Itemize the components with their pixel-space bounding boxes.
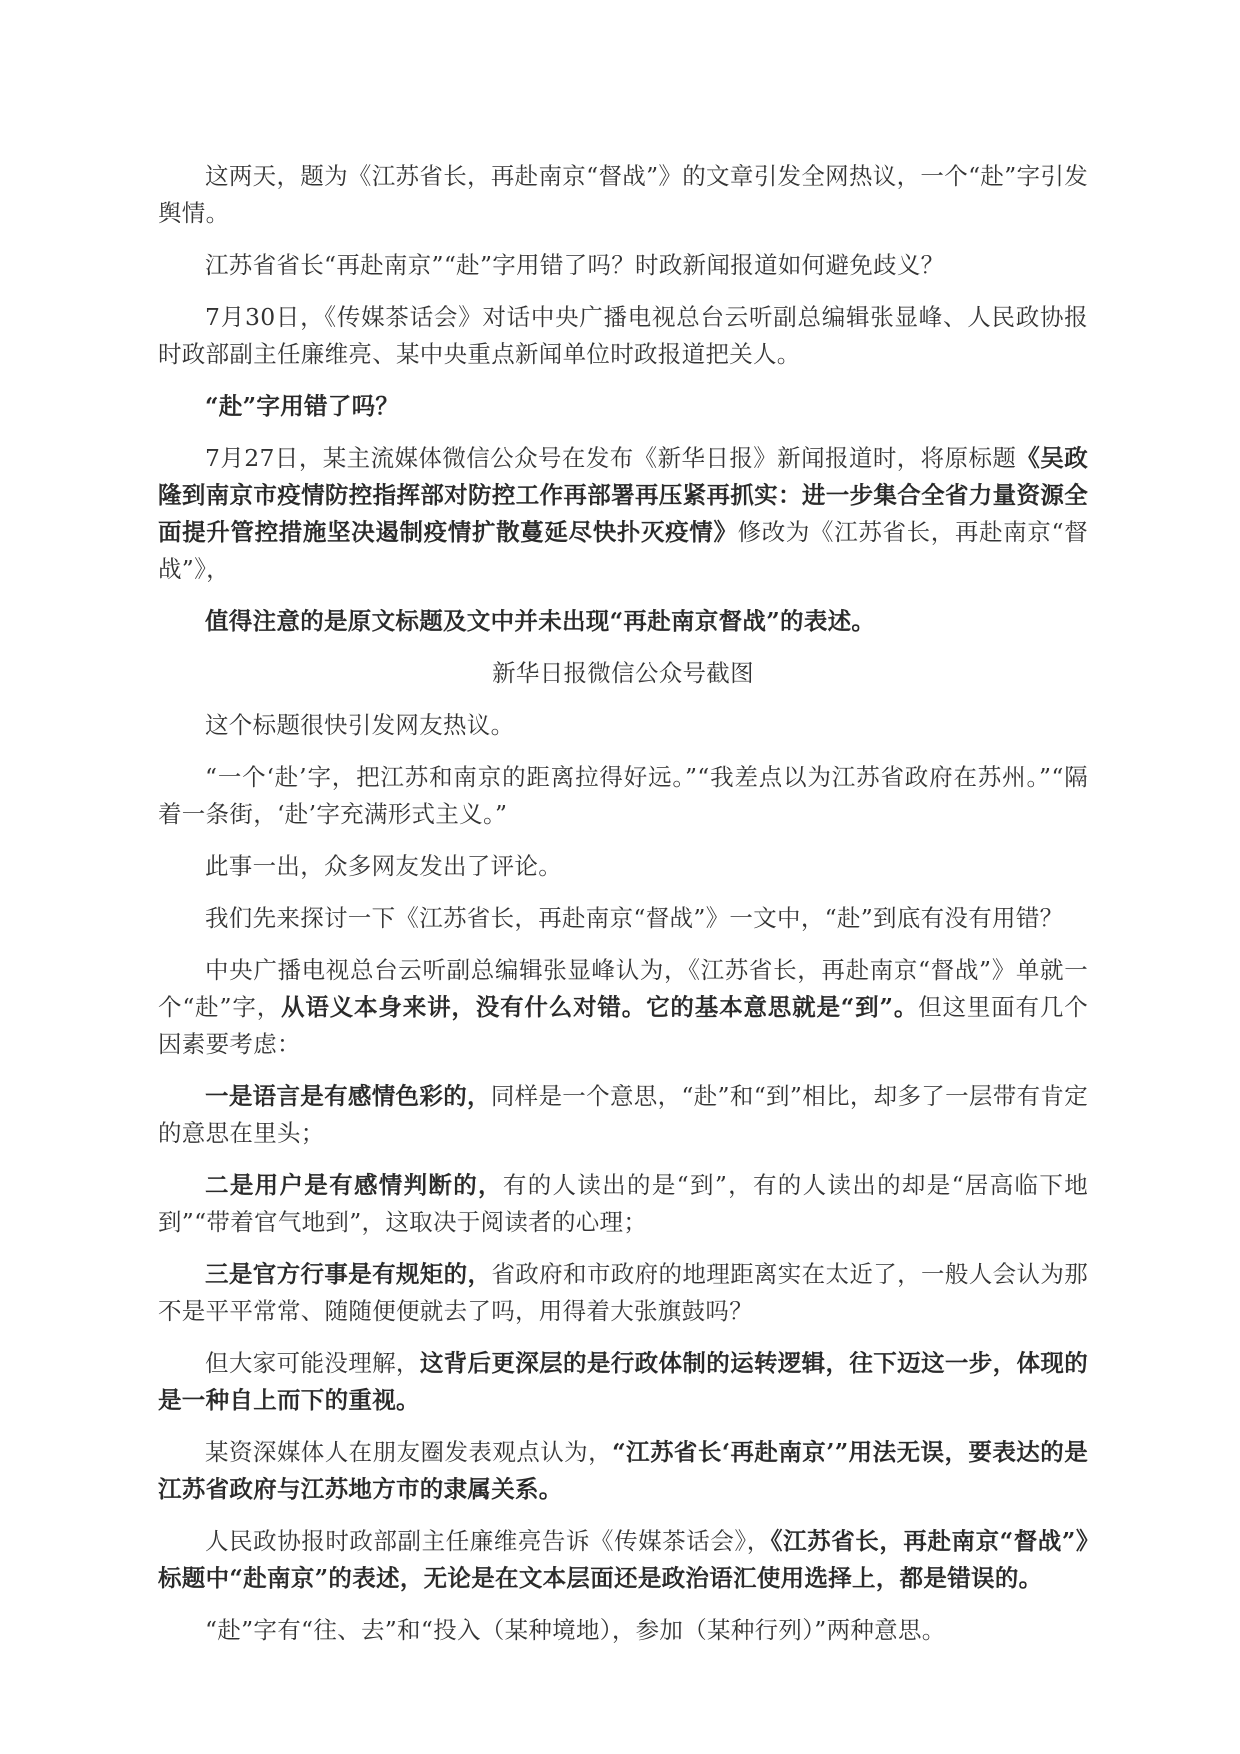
- bold-text-run: 这背后更深层的是行政体制的运转逻辑，往下迈这一步，体现的是一种自上而下的重视。: [158, 1349, 1089, 1414]
- paragraph-interview-intro: [158, 299, 1088, 373]
- paragraph-zhang-view: [158, 952, 1088, 1063]
- text-run: 某资深媒体人在朋友圈发表观点认为，: [205, 1438, 613, 1466]
- bold-text-run: 二是用户是有感情判断的，: [205, 1171, 503, 1199]
- paragraph-question: [158, 247, 1088, 284]
- bold-text-run: 《江苏省长，再赴南京“督战”》标题中“赴南京”的表述，无论是在文本层面还是政治语汇使用选择上，都是错误的。: [158, 1527, 1088, 1592]
- paragraph-intro: [158, 158, 1088, 232]
- paragraph-background: [158, 440, 1088, 588]
- text-run: 江苏省省长“再赴南京”“赴”字用错了吗？时政新闻报道如何避免歧义？: [205, 251, 945, 279]
- paragraph-point-three: [158, 1256, 1088, 1330]
- text-run: 此事一出，众多网友发出了评论。: [205, 852, 562, 880]
- text-run: 新华日报微信公众号截图: [492, 659, 754, 687]
- text-run: 这两天，题为《江苏省长，再赴南京“督战”》的文章引发全网热议，一个“赴”字引发舆情。: [158, 162, 1088, 227]
- bold-text-run: “江苏省长‘再赴南京’”用法无误，要表达的是江苏省政府与江苏地方市的隶属关系。: [158, 1438, 1088, 1503]
- bold-text-run: 三是官方行事是有规矩的，: [205, 1260, 492, 1288]
- text-run: 7月30日，《传媒茶话会》对话中央广播电视总台云听副总编辑张显峰、人民政协报时政部副主任廉维亮、某中央重点新闻单位时政报道把关人。: [158, 303, 1088, 368]
- paragraph-deeper-logic: [158, 1345, 1088, 1419]
- document-body: [158, 158, 1088, 1664]
- section-heading: [158, 388, 1088, 425]
- paragraph-point-two: [158, 1167, 1088, 1241]
- bold-text-run: 一是语言是有感情色彩的，: [205, 1082, 491, 1110]
- paragraph-note: [158, 603, 1088, 640]
- paragraph-reaction: [158, 707, 1088, 744]
- paragraph-lian-view: [158, 1523, 1088, 1597]
- paragraph-definition: [158, 1612, 1088, 1649]
- paragraph-media-view: [158, 1434, 1088, 1508]
- text-run: 人民政协报时政部副主任廉维亮告诉《传媒茶话会》，: [205, 1527, 771, 1555]
- bold-text-run: 《吴政隆到南京市疫情防控指挥部对防控工作再部署再压紧再抓实：进一步集合全省力量资源全面提升管控措施坚决遏制疫情扩散蔓延尽快扑灭疫情》: [158, 444, 1088, 546]
- text-run: “一个‘赴’字，把江苏和南京的距离拉得好远。”“我差点以为江苏省政府在苏州。”“隔着一条街，‘赴’字充满形式主义。”: [158, 763, 1088, 828]
- text-run: 省政府和市政府的地理距离实在太近了，一般人会认为那不是平平常常、随随便便就去了吗，用得着大张旗鼓吗？: [158, 1260, 1088, 1325]
- text-run: 但这里面有几个因素要考虑：: [158, 993, 1088, 1058]
- paragraph-netizen-quotes: [158, 759, 1088, 833]
- text-run: 这个标题很快引发网友热议。: [205, 711, 515, 739]
- text-run: 修改为《江苏省长，再赴南京“督战”》，: [158, 518, 1089, 583]
- text-run: 同样是一个意思，“赴”和“到”相比，却多了一层带有肯定的意思在里头；: [158, 1082, 1089, 1147]
- text-run: 但大家可能没理解，: [205, 1349, 420, 1377]
- paragraph-point-one: [158, 1078, 1088, 1152]
- bold-text-run: “赴”字用错了吗？: [205, 392, 400, 420]
- text-run: 我们先来探讨一下《江苏省长，再赴南京“督战”》一文中，“赴”到底有没有用错？: [205, 904, 1064, 932]
- text-run: 7月27日，某主流媒体微信公众号在发布《新华日报》新闻报道时，将原标题: [205, 444, 1017, 472]
- text-run: 有的人读出的是“到”，有的人读出的却是“居高临下地到”“带着官气地到”，这取决于阅读者的心理；: [158, 1171, 1088, 1236]
- paragraph-discussion: [158, 900, 1088, 937]
- bold-text-run: 值得注意的是原文标题及文中并未出现“再赴南京督战”的表述。: [205, 607, 876, 635]
- text-run: “赴”字有“往、去”和“投入（某种境地），参加（某种行列）”两种意思。: [205, 1616, 946, 1644]
- text-run: 中央广播电视总台云听副总编辑张显峰认为，《江苏省长，再赴南京“督战”》单就一个“赴”字，: [158, 956, 1088, 1021]
- paragraph-comments: [158, 848, 1088, 885]
- image-caption: [158, 655, 1088, 692]
- bold-text-run: 从语义本身来讲，没有什么对错。它的基本意思就是“到”。: [281, 993, 919, 1021]
